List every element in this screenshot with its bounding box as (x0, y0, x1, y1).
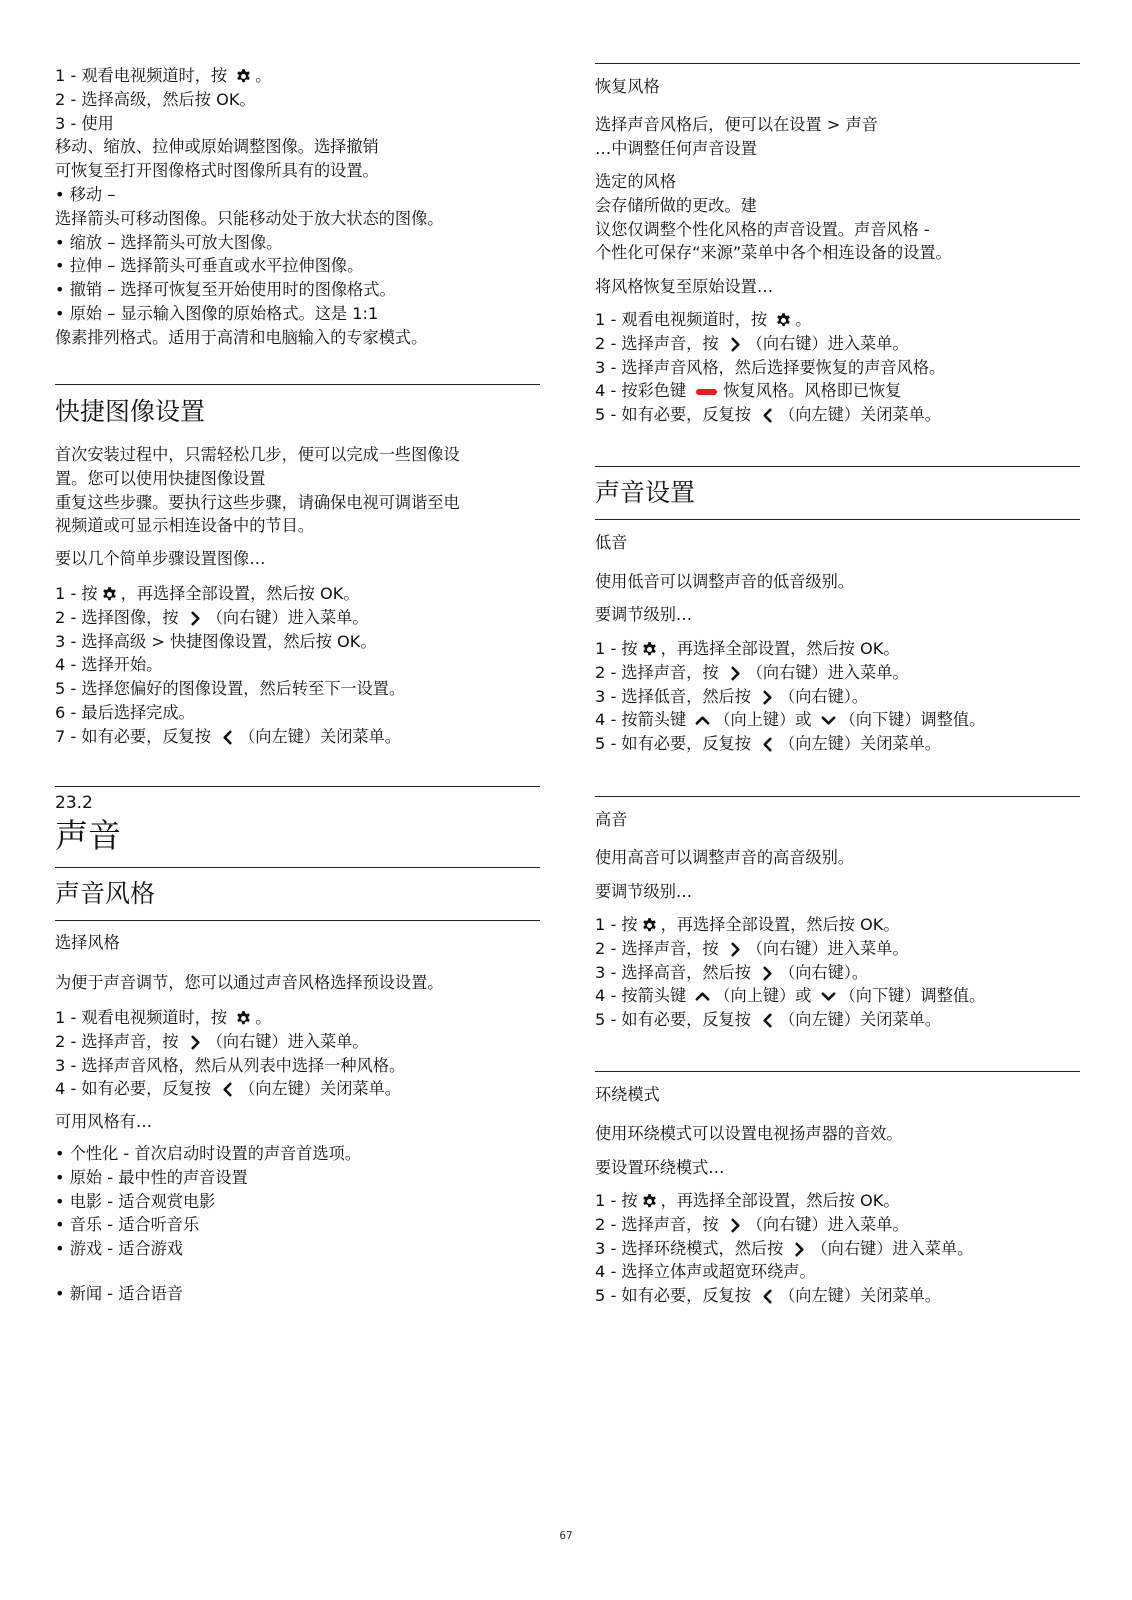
text-segment: 2 - 选择声音，按 (595, 333, 724, 353)
text-segment: 可恢复至打开图像格式时图像所具有的设置。 (55, 161, 379, 181)
chevron-left-icon (759, 1288, 776, 1305)
format-steps (55, 64, 540, 350)
text-segment: 3 - 选择低音，然后按 (595, 686, 757, 706)
text-segment: 。 (255, 66, 272, 85)
text-line (55, 302, 540, 326)
text-line (55, 159, 540, 183)
text-segment: 移动、缩放、拉伸或原始调整图像。选择撤销 (55, 137, 379, 157)
text-segment: 1 - 按 (55, 584, 98, 603)
chevron-right-icon (759, 965, 776, 982)
sound-style-desc (55, 971, 540, 995)
chevron-right-icon (727, 336, 744, 353)
text-line (595, 961, 1080, 985)
text-line (595, 913, 1080, 937)
text-segment: 议您仅调整个性化风格的声音设置。声音风格 - (595, 219, 930, 239)
text-segment: 要调节级别… (595, 605, 693, 624)
text-segment: • 游戏 - 适合游戏 (55, 1239, 183, 1259)
treble-desc (595, 846, 1080, 870)
text-line (55, 1110, 540, 1134)
text-segment: 2 - 选择高级，然后按 OK。 (55, 89, 256, 109)
text-line (595, 113, 1080, 137)
text-segment: 使用高音可以调整声音的高音级别。 (595, 848, 854, 867)
red-color-key-icon (696, 389, 717, 395)
text-segment: 4 - 选择开始。 (55, 655, 163, 675)
text-segment: 要以几个简单步骤设置图像… (55, 549, 266, 568)
text-line (595, 603, 1080, 627)
gear-icon (775, 312, 792, 329)
text-segment: 1 - 按 (595, 1191, 638, 1210)
text-segment: 像素排列格式。适用于高清和电脑输入的专家模式。 (55, 327, 428, 347)
text-segment: （向右键）进入菜单。 (811, 1238, 974, 1258)
text-line (595, 880, 1080, 904)
text-line (595, 170, 1080, 194)
text-line (55, 207, 540, 231)
chapter-divider (55, 786, 540, 787)
text-segment: 。 (255, 1008, 272, 1027)
chevron-up-icon (694, 712, 711, 729)
text-line (595, 356, 1080, 380)
subsection-title-bass: 低音 (595, 533, 628, 552)
chevron-right-icon (759, 689, 776, 706)
text-segment: 4 - 按箭头键 (595, 986, 692, 1006)
text-line (55, 1166, 540, 1190)
text-segment: 1 - 观看电视频道时，按 (55, 66, 233, 85)
text-segment: （向下键）调整值。 (839, 710, 986, 730)
text-segment: ，再选择全部设置，然后按 OK。 (660, 1191, 900, 1210)
chapter-title: 声音 (55, 816, 121, 855)
text-line (595, 708, 1080, 732)
text-segment: （向右键）进入菜单。 (206, 607, 369, 627)
text-line (595, 403, 1080, 427)
chevron-left-icon (219, 729, 236, 746)
text-segment: 个性化可保存“来源”菜单中各个相连设备的设置。 (595, 243, 952, 263)
text-segment: 4 - 按彩色键 (595, 381, 692, 401)
text-segment: ，再选择全部设置，然后按 OK。 (120, 584, 360, 603)
text-segment: （向左键）关闭菜单。 (779, 734, 941, 754)
text-segment: 5 - 如有必要，反复按 (595, 1286, 757, 1306)
subsection-divider (595, 1071, 1080, 1072)
text-segment: ，再选择全部设置，然后按 OK。 (660, 639, 900, 658)
gear-icon (641, 641, 658, 658)
text-line (55, 1142, 540, 1166)
text-line (595, 1122, 1080, 1146)
text-segment: 为便于声音调节，您可以通过声音风格选择预设设置。 (55, 973, 444, 992)
text-line (55, 547, 540, 571)
gear-icon (101, 586, 118, 603)
text-line (595, 241, 1080, 265)
gear-icon (641, 917, 658, 934)
text-line (55, 1054, 540, 1078)
text-segment: （向左键）关闭菜单。 (779, 405, 941, 425)
section-title-sound-settings: 声音设置 (595, 478, 696, 507)
text-segment: （向右键）进入菜单。 (746, 1214, 909, 1234)
available-styles-last (55, 1282, 540, 1306)
text-segment: 2 - 选择声音，按 (595, 1214, 724, 1234)
text-line (55, 1190, 540, 1214)
text-segment: 2 - 选择声音，按 (595, 938, 724, 958)
text-segment: • 电影 - 适合观赏电影 (55, 1191, 216, 1211)
text-line (595, 1237, 1080, 1261)
text-segment: 要设置环绕模式… (595, 1158, 725, 1177)
chevron-down-icon (820, 712, 837, 729)
text-line (595, 275, 1080, 299)
quick-picture-steps (55, 582, 540, 749)
text-line (595, 984, 1080, 1008)
subsection-divider (55, 920, 540, 921)
text-line (595, 379, 1080, 403)
text-segment: 使用低音可以调整声音的低音级别。 (595, 572, 854, 591)
text-line (595, 137, 1080, 161)
text-line (55, 1237, 540, 1261)
text-segment: 4 - 如有必要，反复按 (55, 1079, 217, 1099)
text-line (55, 514, 540, 538)
text-segment: 3 - 选择高级 > 快捷图像设置，然后按 OK。 (55, 631, 377, 651)
text-line (595, 1284, 1080, 1308)
text-segment: （向左键）关闭菜单。 (239, 1079, 401, 1099)
text-segment: 置。您可以使用快捷图像设置 (55, 468, 266, 488)
text-segment: （向上键）或 (714, 986, 817, 1006)
chevron-down-icon (820, 988, 837, 1005)
text-segment: 会存储所做的更改。建 (595, 195, 757, 215)
text-line (595, 218, 1080, 242)
text-segment: 4 - 选择立体声或超宽环绕声。 (595, 1262, 816, 1282)
text-line (55, 971, 540, 995)
quick-picture-lead (55, 547, 540, 571)
text-segment: 2 - 选择声音，按 (55, 1031, 184, 1051)
restore-style-steps (595, 308, 1080, 427)
text-line (55, 278, 540, 302)
subsection-divider (595, 796, 1080, 797)
text-line (55, 606, 540, 630)
chevron-left-icon (759, 736, 776, 753)
bass-steps (595, 637, 1080, 756)
surround-steps (595, 1189, 1080, 1308)
text-line (595, 194, 1080, 218)
page-number: 67 (559, 1530, 573, 1542)
chapter-number: 23.2 (55, 793, 93, 813)
text-segment: • 个性化 - 首次启动时设置的声音首选项。 (55, 1144, 362, 1163)
text-line (595, 1260, 1080, 1284)
chevron-right-icon (791, 1241, 808, 1258)
text-segment: （向下键）调整值。 (839, 986, 986, 1006)
text-segment: （向左键）关闭菜单。 (779, 1010, 941, 1030)
text-segment: • 撤销 – 选择可恢复至开始使用时的图像格式。 (55, 280, 396, 300)
quick-picture-intro (55, 443, 540, 538)
text-segment: 使用环绕模式可以设置电视扬声器的音效。 (595, 1124, 903, 1143)
text-segment: 3 - 使用 (55, 113, 114, 133)
text-segment: • 缩放 – 选择箭头可放大图像。 (55, 232, 283, 252)
text-line (55, 653, 540, 677)
text-segment: 将风格恢复至原始设置… (595, 277, 774, 296)
text-line (595, 685, 1080, 709)
chevron-right-icon (727, 941, 744, 958)
text-segment: （向左键）关闭菜单。 (779, 1286, 941, 1306)
text-segment: 3 - 选择环绕模式，然后按 (595, 1238, 789, 1258)
chevron-left-icon (759, 407, 776, 424)
gear-icon (641, 1193, 658, 1210)
gear-icon (235, 1010, 252, 1027)
text-segment: （向右键）进入菜单。 (206, 1031, 369, 1051)
section-divider (595, 466, 1080, 467)
text-line (595, 570, 1080, 594)
text-line (55, 725, 540, 749)
subsection-divider (595, 519, 1080, 520)
text-segment: （向右键）进入菜单。 (746, 938, 909, 958)
restore-style-p1 (595, 113, 1080, 161)
text-line (595, 1156, 1080, 1180)
text-segment: • 新闻 - 适合语音 (55, 1284, 183, 1303)
text-line (55, 1282, 540, 1306)
text-line (595, 846, 1080, 870)
text-line (595, 1008, 1080, 1032)
text-segment: （向上键）或 (714, 710, 817, 730)
text-segment: 1 - 观看电视频道时，按 (55, 1008, 233, 1027)
text-segment: • 移动 – (55, 184, 116, 204)
text-segment: 5 - 如有必要，反复按 (595, 405, 757, 425)
section-divider (55, 867, 540, 868)
text-line (55, 135, 540, 159)
text-segment: 重复这些步骤。要执行这些步骤，请确保电视可调谐至电 (55, 492, 460, 512)
text-segment: 1 - 按 (595, 915, 638, 934)
text-segment: （向右键）。 (779, 962, 869, 982)
text-segment: 4 - 按箭头键 (595, 710, 692, 730)
treble-lead (595, 880, 1080, 904)
section-title-sound-style: 声音风格 (55, 879, 156, 908)
text-segment: （向左键）关闭菜单。 (239, 726, 401, 746)
text-segment: 选定的风格 (595, 172, 676, 191)
text-segment: 2 - 选择图像，按 (55, 607, 184, 627)
text-segment: 可用风格有… (55, 1112, 153, 1131)
subsection-title-surround: 环绕模式 (595, 1085, 660, 1104)
text-segment: 7 - 如有必要，反复按 (55, 726, 217, 746)
text-segment: （向右键）。 (779, 686, 869, 706)
text-segment: （向右键）进入菜单。 (746, 662, 909, 682)
chevron-up-icon (694, 988, 711, 1005)
subsection-title-restore-style: 恢复风格 (595, 77, 660, 96)
text-line (55, 443, 540, 467)
text-line (55, 254, 540, 278)
text-line (55, 112, 540, 136)
text-segment: 首次安装过程中，只需轻松几步，便可以完成一些图像设 (55, 445, 460, 464)
text-segment: • 音乐 - 适合听音乐 (55, 1215, 200, 1235)
text-segment: 5 - 如有必要，反复按 (595, 734, 757, 754)
bass-lead (595, 603, 1080, 627)
section-divider (55, 384, 540, 385)
text-segment: 1 - 按 (595, 639, 638, 658)
restore-style-p2 (595, 170, 1080, 265)
text-segment: （向右键）进入菜单。 (746, 333, 909, 353)
text-segment: ，再选择全部设置，然后按 OK。 (660, 915, 900, 934)
subsection-title-select-style: 选择风格 (55, 933, 120, 952)
text-segment: 。 (795, 310, 812, 329)
subsection-divider (595, 63, 1080, 64)
text-line (55, 1030, 540, 1054)
text-segment: 视频道或可显示相连设备中的节目。 (55, 516, 314, 536)
restore-style-lead (595, 275, 1080, 299)
text-line (55, 1213, 540, 1237)
text-segment: • 拉伸 – 选择箭头可垂直或水平拉伸图像。 (55, 256, 364, 276)
text-segment: • 原始 - 最中性的声音设置 (55, 1167, 248, 1187)
text-line (55, 326, 540, 350)
text-segment: …中调整任何声音设置 (595, 138, 757, 158)
text-line (55, 183, 540, 207)
text-line (595, 1189, 1080, 1213)
text-line (55, 1077, 540, 1101)
text-segment: 6 - 最后选择完成。 (55, 702, 195, 722)
text-line (595, 637, 1080, 661)
text-line (595, 308, 1080, 332)
text-line (55, 231, 540, 255)
text-line (55, 88, 540, 112)
chevron-right-icon (727, 1217, 744, 1234)
text-segment: 恢复风格。风格即已恢复 (723, 381, 902, 401)
text-line (55, 630, 540, 654)
text-segment: 3 - 选择声音风格，然后从列表中选择一种风格。 (55, 1055, 406, 1075)
text-segment: 3 - 选择高音，然后按 (595, 962, 757, 982)
chevron-left-icon (219, 1081, 236, 1098)
text-line (595, 332, 1080, 356)
text-segment: • 原始 – 显示输入图像的原始格式。这是 1:1 (55, 303, 379, 323)
text-line (595, 1213, 1080, 1237)
available-styles-list (55, 1142, 540, 1261)
text-segment: 要调节级别… (595, 882, 693, 901)
chevron-left-icon (759, 1012, 776, 1029)
surround-lead (595, 1156, 1080, 1180)
sound-style-steps (55, 1006, 540, 1101)
section-title-quick-picture: 快捷图像设置 (55, 397, 206, 426)
text-line (55, 677, 540, 701)
text-line (55, 701, 540, 725)
available-styles-label (55, 1110, 540, 1134)
text-line (595, 661, 1080, 685)
text-segment: 5 - 如有必要，反复按 (595, 1010, 757, 1030)
text-segment: 5 - 选择您偏好的图像设置，然后转至下一设置。 (55, 679, 406, 699)
subsection-title-treble: 高音 (595, 810, 628, 829)
text-line (595, 937, 1080, 961)
text-line (55, 64, 540, 88)
text-line (55, 582, 540, 606)
text-segment: 1 - 观看电视频道时，按 (595, 310, 773, 329)
text-line (55, 467, 540, 491)
gear-icon (235, 68, 252, 85)
text-line (55, 1006, 540, 1030)
text-segment: 选择箭头可移动图像。只能移动处于放大状态的图像。 (55, 208, 444, 228)
bass-desc (595, 570, 1080, 594)
surround-desc (595, 1122, 1080, 1146)
chevron-right-icon (727, 665, 744, 682)
text-line (55, 491, 540, 515)
text-segment: 选择声音风格后，便可以在设置 > 声音 (595, 115, 878, 134)
text-segment: 3 - 选择声音风格，然后选择要恢复的声音风格。 (595, 357, 946, 377)
text-line (595, 732, 1080, 756)
chevron-right-icon (187, 610, 204, 627)
treble-steps (595, 913, 1080, 1032)
chevron-right-icon (187, 1034, 204, 1051)
text-segment: 2 - 选择声音，按 (595, 662, 724, 682)
